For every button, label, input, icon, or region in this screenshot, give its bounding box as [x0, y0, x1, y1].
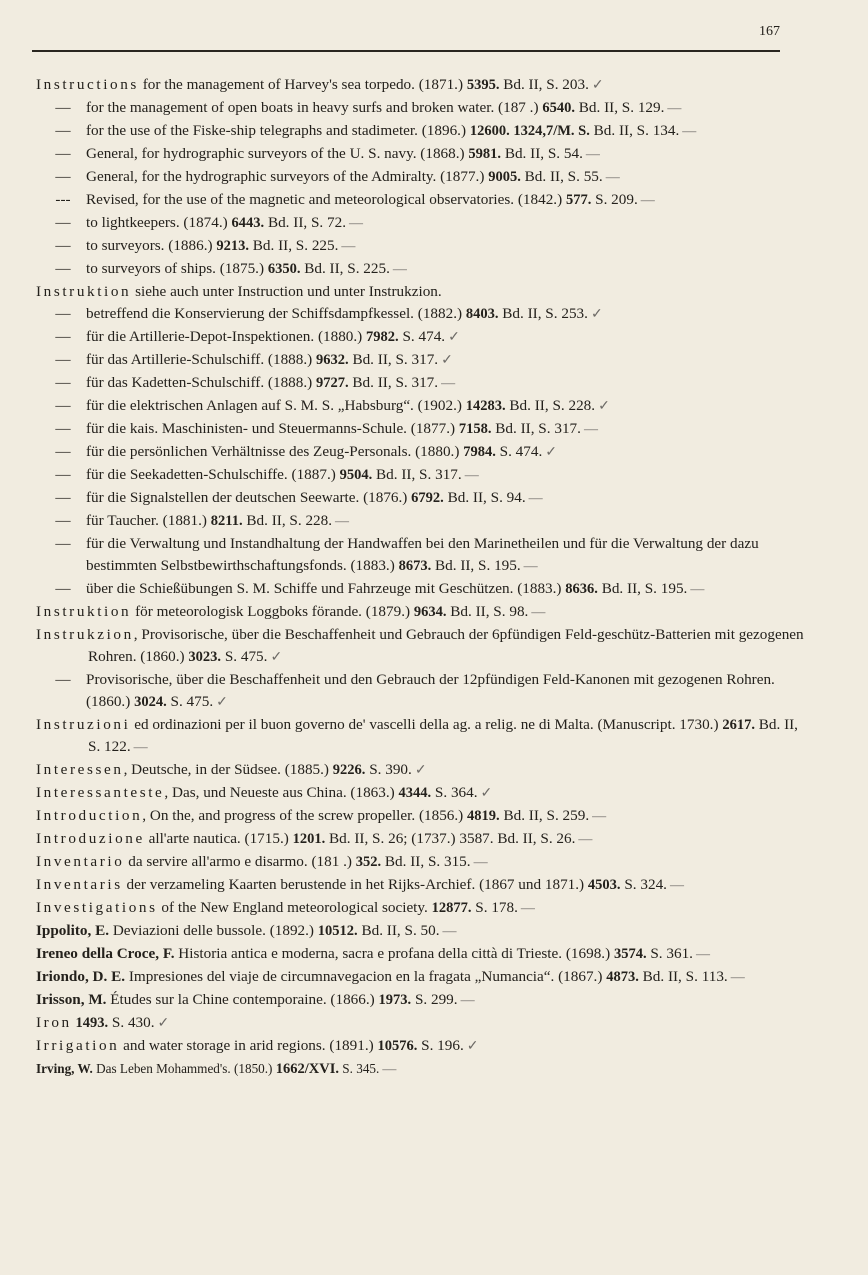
page-number: 167 — [759, 24, 780, 39]
check-mark-icon: — — [682, 124, 697, 139]
check-mark-icon: — — [133, 740, 148, 755]
check-mark-icon: ✓ — [157, 1016, 170, 1031]
entry-reference: S. 474. — [495, 443, 543, 460]
entry-number: 5981. — [468, 146, 502, 162]
check-mark-icon: ✓ — [448, 330, 460, 345]
subentry-dash: — — [55, 671, 71, 688]
index-entry — [36, 1035, 806, 1058]
entry-number: 9213. — [216, 238, 249, 254]
subentry-dash: — — [55, 535, 71, 552]
subentry-dash: — — [55, 260, 71, 277]
check-mark-icon: ✓ — [441, 353, 453, 368]
entry-number: 9226. — [332, 762, 366, 778]
index-entry — [36, 601, 806, 624]
subentry-dash: — — [55, 328, 71, 345]
entry-reference: S. 299. — [411, 991, 458, 1008]
subentry-dash: — — [55, 397, 71, 414]
subentry-dash: — — [55, 512, 71, 529]
check-mark-icon: ✓ — [590, 307, 603, 322]
entry-headword: Interessanteste — [36, 784, 165, 801]
entry-text: da servire all'armo e disarmo. (181 .) — [124, 853, 356, 870]
entry-text: Das Leben Mohammed's. (1850.) — [92, 1061, 276, 1076]
index-entry — [36, 874, 806, 897]
index-subentry — [36, 510, 806, 533]
entry-text: for the management of open boats in heavy surfs and broken water. (187 .) — [86, 99, 543, 116]
index-subentry — [36, 464, 806, 487]
entry-reference: S. 178. — [471, 899, 518, 916]
index-subentry — [36, 326, 806, 349]
entry-text: for the use of the Fiske-ship telegraphs and stadimeter. (1896.) — [86, 122, 470, 139]
entry-number: 9634. — [413, 604, 447, 620]
entry-text: Provisorische, über die Beschaffenheit und den Gebrauch der 12pfündigen Feld-Kanonen mit gezogenen Rohren. (1860.) — [86, 671, 775, 710]
entry-text: Deviazioni delle bussole. (1892.) — [109, 922, 318, 939]
check-mark-icon: — — [690, 582, 705, 597]
check-mark-icon: — — [667, 101, 682, 116]
entry-reference: S. 390. — [365, 761, 412, 778]
check-mark-icon: ✓ — [216, 695, 228, 710]
entry-text: für das Kadetten-Schulschiff. (1888.) — [86, 374, 316, 391]
subentry-dash: — — [55, 122, 71, 139]
index-subentry — [36, 441, 806, 464]
entry-number: 8403. — [465, 306, 499, 322]
entry-text: für die Signalstellen der deutschen Seewarte. (1876.) — [86, 489, 412, 506]
index-entry — [36, 805, 806, 828]
entry-number: 6350. — [267, 261, 301, 277]
entry-text: for the management of Harvey's sea torpedo. (1871.) — [138, 76, 467, 93]
check-mark-icon: ✓ — [466, 1039, 479, 1054]
subentry-dash: — — [55, 489, 71, 506]
entry-headword: Investigations — [36, 899, 158, 916]
entry-reference: Bd. II, S. 195. — [597, 580, 688, 597]
check-mark-icon: ✓ — [598, 399, 610, 414]
index-subentry — [36, 349, 806, 372]
entry-number: 8636. — [565, 581, 598, 597]
index-subentry — [36, 395, 806, 418]
entry-headword: Iriondo, D. E. — [36, 968, 126, 985]
entry-number: 4503. — [587, 877, 621, 893]
entry-reference: Bd. II, S. 317. — [348, 374, 439, 391]
index-subentry — [36, 258, 806, 281]
check-mark-icon: — — [442, 924, 457, 939]
entry-number: 352. — [355, 854, 382, 870]
entry-headword: Instruktion — [36, 603, 132, 620]
check-mark-icon: — — [605, 170, 620, 185]
entry-text: der verzameling Kaarten berustende in het Rijks-Archief. (1867 und 1871.) — [122, 876, 588, 893]
index-subentry — [36, 303, 806, 326]
entry-headword: Instrukzion — [36, 626, 134, 643]
entry-reference: Bd. II, S. 317. — [348, 351, 439, 368]
entry-number: 7984. — [463, 444, 496, 460]
entry-text: , Das, und Neueste aus China. (1863.) — [164, 784, 399, 801]
index-subentry — [36, 487, 806, 510]
entry-text: to surveyors. (1886.) — [86, 237, 217, 254]
entry-text: Études sur la Chine contemporaine. (1866.) — [106, 991, 379, 1008]
index-entry — [36, 782, 806, 805]
entry-text: für die Verwaltung und Instandhaltung der Handwaffen bei den Marinetheilen und für die Verwaltung der dazu bestimmten Selbstbewirthschaftungsfonds. (1883.) — [86, 535, 759, 574]
entry-number: 14283. — [465, 398, 506, 414]
entry-number: 3023. — [188, 649, 222, 665]
entry-number: 6792. — [411, 490, 444, 506]
entry-number: 5395. — [466, 77, 500, 93]
entry-reference: S. 475. — [221, 648, 268, 665]
entry-number: 6540. — [542, 100, 575, 116]
entry-number: 9727. — [316, 375, 349, 391]
entry-number: 12600. 1324,7/M. S. — [469, 123, 590, 139]
check-mark-icon: — — [730, 970, 745, 985]
header-rule — [32, 50, 780, 52]
entry-text: über die Schießübungen S. M. Schiffe und Fahrzeuge mit Geschützen. (1883.) — [86, 580, 566, 597]
entry-reference: Bd. II, S. 228. — [242, 512, 333, 529]
entry-reference: Bd. II, S. 225. — [248, 237, 339, 254]
subentry-dash: — — [55, 168, 71, 185]
index-entries — [36, 74, 806, 1081]
entry-text: für die Artillerie-Depot-Inspektionen. (1880.) — [86, 328, 367, 345]
check-mark-icon: — — [464, 468, 479, 483]
entry-number: 12877. — [431, 900, 472, 916]
entry-headword: Irisson, M. — [36, 991, 107, 1008]
entry-reference: Bd. II, S. 253. — [498, 305, 588, 322]
entry-number: 9504. — [339, 467, 373, 483]
subentry-dash: — — [55, 351, 71, 368]
entry-reference: Bd. II, S. 317. — [491, 420, 581, 437]
subentry-dash: — — [55, 237, 71, 254]
entry-reference: S. 209. — [591, 191, 638, 208]
entry-text: für das Artillerie-Schulschiff. (1888.) — [86, 351, 317, 368]
index-subentry — [36, 97, 806, 120]
entry-number: 9632. — [316, 352, 349, 368]
entry-reference: Bd. II, S. 259. — [499, 807, 590, 824]
check-mark-icon: — — [392, 262, 407, 277]
entry-reference: Bd. II, S. 315. — [381, 853, 471, 870]
check-mark-icon: — — [585, 147, 600, 162]
entry-number: 7982. — [366, 329, 399, 345]
check-mark-icon: ✓ — [591, 78, 604, 93]
entry-number: 1662/XVI. — [275, 1061, 339, 1077]
entry-text: , Provisorische, über die Beschaffenheit und Gebrauch der 6pfündigen Feld-geschütz-Batterien mit gezogenen Rohren. (1860.) — [88, 626, 804, 665]
entry-reference: Bd. II, S. 94. — [443, 489, 526, 506]
entry-reference: Bd. II, S. 225. — [300, 260, 390, 277]
entry-reference: S. 361. — [646, 945, 693, 962]
entry-text: General, for hydrographic surveyors of the U. S. navy. (1868.) — [86, 145, 469, 162]
check-mark-icon: — — [349, 216, 363, 231]
entry-number: 10512. — [317, 923, 358, 939]
index-entry — [36, 1012, 806, 1035]
entry-reference: Bd. II, S. 134. — [589, 122, 680, 139]
entry-number: 8211. — [210, 513, 243, 529]
check-mark-icon: — — [528, 491, 543, 506]
entry-reference: S. 196. — [417, 1037, 464, 1054]
index-entry — [36, 624, 806, 669]
entry-headword: Inventaris — [36, 876, 123, 893]
entry-number: 1201. — [292, 831, 326, 847]
entry-number: 7158. — [458, 421, 492, 437]
subentry-dash: — — [55, 466, 71, 483]
entry-text: to lightkeepers. (1874.) — [86, 214, 232, 231]
index-subentry — [36, 189, 806, 212]
index-entry — [36, 828, 806, 851]
subentry-dash: — — [55, 420, 71, 437]
entry-number: 2617. — [722, 717, 755, 733]
subentry-dash: — — [55, 305, 71, 322]
entry-headword: Irrigation — [36, 1037, 120, 1054]
entry-number: 3574. — [613, 946, 647, 962]
entry-text: , Deutsche, in der Südsee. (1885.) — [123, 761, 333, 778]
check-mark-icon: ✓ — [414, 763, 427, 778]
entry-headword: Ippolito, E. — [36, 922, 110, 939]
check-mark-icon: ✓ — [270, 650, 283, 665]
entry-reference: Bd. II, S. 26; (1737.) 3587. Bd. II, S. 26. — [325, 830, 576, 847]
entry-headword: Ireneo della Croce, F. — [36, 945, 175, 962]
index-subentry — [36, 533, 806, 578]
entry-headword: Instruktion — [36, 283, 132, 300]
entry-text: all'arte nautica. (1715.) — [144, 830, 293, 847]
index-entry — [36, 943, 806, 966]
entry-reference: S. 430. — [108, 1014, 155, 1031]
entry-reference: Bd. II, S. 317. — [372, 466, 462, 483]
index-subentry — [36, 166, 806, 189]
index-subentry — [36, 669, 806, 714]
entry-reference: Bd. II, S. 129. — [574, 99, 665, 116]
entry-number: 1973. — [378, 992, 412, 1008]
index-entry — [36, 920, 806, 943]
entry-text: für die kais. Maschinisten- und Steuermanns-Schule. (1877.) — [86, 420, 459, 437]
index-entry — [36, 851, 806, 874]
entry-text: för meteorologisk Loggboks förande. (1879.) — [131, 603, 414, 620]
check-mark-icon: ✓ — [545, 445, 557, 460]
check-mark-icon: — — [520, 901, 535, 916]
entry-text: siehe auch unter Instruction und unter Instrukzion. — [131, 283, 442, 300]
entry-reference: Bd. II, S. 72. — [264, 214, 346, 231]
entry-reference: Bd. II, S. 54. — [501, 145, 583, 162]
subentry-dash: --- — [55, 191, 71, 208]
index-subentry — [36, 143, 806, 166]
check-mark-icon: — — [592, 809, 607, 824]
subentry-dash: — — [55, 580, 71, 597]
entry-reference: Bd. II, S. 98. — [446, 603, 529, 620]
check-mark-icon: — — [441, 376, 456, 391]
check-mark-icon: — — [578, 832, 593, 847]
index-entry — [36, 897, 806, 920]
entry-reference: Bd. II, S. 122. — [88, 716, 798, 755]
check-mark-icon: — — [460, 993, 475, 1008]
entry-text: Historia antica e moderna, sacra e profana della città di Trieste. (1698.) — [174, 945, 614, 962]
entry-text: to surveyors of ships. (1875.) — [86, 260, 268, 277]
check-mark-icon: — — [341, 239, 356, 254]
subentry-dash: — — [55, 374, 71, 391]
entry-headword: Inventario — [36, 853, 125, 870]
entry-reference: S. 475. — [166, 693, 214, 710]
entry-text: für die elektrischen Anlagen auf S. M. S. „Habsburg“. (1902.) — [86, 397, 466, 414]
index-subentry — [36, 212, 806, 235]
entry-headword: Irving, W. — [36, 1061, 93, 1076]
subentry-dash: — — [55, 99, 71, 116]
entry-text: , On the, and progress of the screw propeller. (1856.) — [142, 807, 468, 824]
entry-text: Revised, for the use of the magnetic and meteorological observatories. (1842.) — [86, 191, 566, 208]
check-mark-icon: — — [640, 193, 655, 208]
subentry-dash: — — [55, 443, 71, 460]
entry-headword: Iron — [36, 1014, 72, 1031]
entry-reference: S. 324. — [620, 876, 667, 893]
subentry-dash: — — [55, 145, 71, 162]
check-mark-icon: — — [695, 947, 710, 962]
entry-headword: Introduzione — [36, 830, 145, 847]
check-mark-icon: — — [669, 878, 684, 893]
entry-text: Impresiones del viaje de circumnavegacion en la fragata „Numancia“. (1867.) — [125, 968, 607, 985]
check-mark-icon: — — [382, 1062, 397, 1077]
index-entry — [36, 989, 806, 1012]
entry-reference: Bd. II, S. 55. — [520, 168, 603, 185]
index-entry — [36, 966, 806, 989]
check-mark-icon: — — [531, 605, 546, 620]
entry-number: 1493. — [75, 1015, 109, 1031]
index-subentry — [36, 578, 806, 601]
entry-number: 8673. — [398, 558, 432, 574]
check-mark-icon: — — [335, 514, 350, 529]
entry-text: betreffend die Konservierung der Schiffsdampfkessel. (1882.) — [86, 305, 466, 322]
check-mark-icon: — — [523, 559, 538, 574]
entry-number: 577. — [565, 192, 592, 208]
entry-reference: S. 364. — [431, 784, 478, 801]
entry-text: für die Seekadetten-Schulschiffe. (1887.) — [86, 466, 340, 483]
index-entry — [36, 714, 806, 759]
entry-number: 9005. — [488, 169, 521, 185]
entry-text: and water storage in arid regions. (1891.) — [119, 1037, 378, 1054]
entry-reference: Bd. II, S. 203. — [499, 76, 589, 93]
index-subentry — [36, 120, 806, 143]
index-subentry — [36, 372, 806, 395]
entry-number: 6443. — [231, 215, 265, 231]
check-mark-icon: ✓ — [480, 786, 493, 801]
entry-number: 10576. — [377, 1038, 418, 1054]
entry-headword: Introduction — [36, 807, 143, 824]
entry-reference: S. 474. — [398, 328, 446, 345]
entry-number: 4344. — [398, 785, 432, 801]
subentry-dash: — — [55, 214, 71, 231]
entry-number: 4873. — [606, 969, 639, 985]
entry-reference: S. 345. — [339, 1061, 380, 1076]
entry-number: 3024. — [134, 694, 167, 710]
entry-reference: Bd. II, S. 195. — [431, 557, 521, 574]
check-mark-icon: — — [583, 422, 598, 437]
index-entry — [36, 74, 806, 97]
entry-text: General, for the hydrographic surveyors of the Admiralty. (1877.) — [86, 168, 489, 185]
entry-reference: Bd. II, S. 228. — [505, 397, 596, 414]
index-entry — [36, 1058, 806, 1081]
entry-reference: Bd. II, S. 113. — [638, 968, 728, 985]
entry-headword: Interessen — [36, 761, 124, 778]
index-subentry — [36, 235, 806, 258]
entry-headword: Instructions — [36, 76, 139, 93]
index-subentry — [36, 418, 806, 441]
entry-text: of the New England meteorological society. — [157, 899, 432, 916]
entry-number: 4819. — [467, 808, 500, 824]
entry-text: ed ordinazioni per il buon governo de' vascelli della ag. a relig. ne di Malta. (Manuscript. 1730.) — [130, 716, 723, 733]
index-entry — [36, 281, 806, 303]
check-mark-icon: — — [473, 855, 488, 870]
index-entry — [36, 759, 806, 782]
entry-headword: Instruzioni — [36, 716, 131, 733]
entry-text: für die persönlichen Verhältnisse des Zeug-Personals. (1880.) — [86, 443, 464, 460]
entry-reference: Bd. II, S. 50. — [357, 922, 440, 939]
entry-text: für Taucher. (1881.) — [86, 512, 211, 529]
